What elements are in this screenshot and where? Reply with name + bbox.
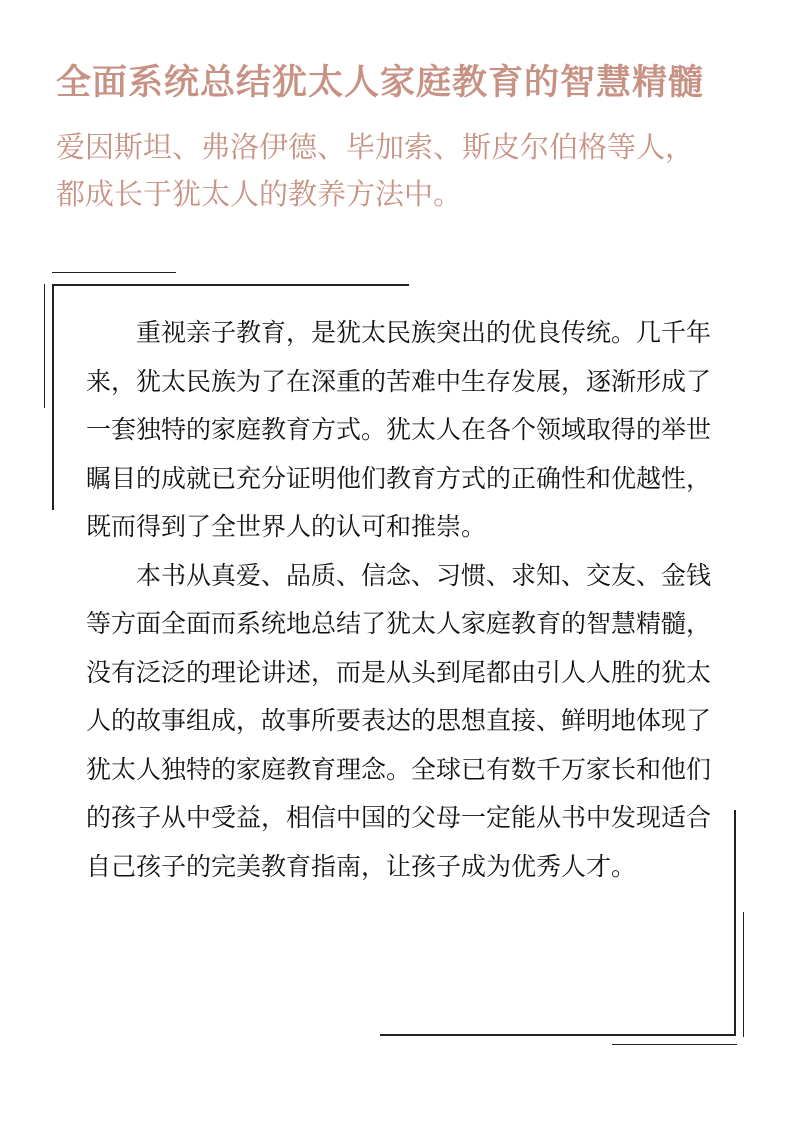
frame-left-rule [52, 284, 54, 510]
frame-bottom-thin-rule [612, 1044, 737, 1045]
paragraph-2: 本书从真爱、品质、信念、习惯、求知、交友、金钱等方面全面而系统地总结了犹太人家庭教育的智慧精髓，没有泛泛的理论讲述，而是从头到尾都由引人人胜的犹太人的故事组成，故事所要表达的思想直接、鲜明地体现了犹太人独特的家庭教育理念。全球已有数千万家长和他们的孩子从中受益，相信中国的父母一定能从书中发现适合自己孩子的完美教育指南，让孩子成为优秀人才。 [86, 560, 712, 881]
frame-top-rule [52, 284, 409, 286]
paragraph-1: 重视亲子教育，是犹太民族突出的优良传统。几千年来，犹太民族为了在深重的苦难中生存发展，逐渐形成了一套独特的家庭教育方式。犹太人在各个领域取得的举世瞩目的成就已充分证明他们教育方式的正确性和优越性，既而得到了全世界人的认可和推崇。 [86, 318, 712, 541]
frame-right-thin-rule [743, 912, 744, 1037]
subtitle-line-1: 爱因斯坦、弗洛伊德、毕加索、斯皮尔伯格等人， [56, 130, 695, 164]
frame-top-thin-rule [52, 272, 176, 273]
page-title: 全面系统总结犹太人家庭教育的智慧精髓 [56, 63, 705, 103]
frame-left-thin-rule [44, 284, 45, 408]
subtitle [56, 124, 756, 218]
subtitle-line-2: 都成长于犹太人的教养方法中。 [56, 177, 463, 211]
frame-bottom-rule [380, 1034, 736, 1036]
frame-right-rule [734, 810, 736, 1035]
body-text [86, 309, 714, 891]
